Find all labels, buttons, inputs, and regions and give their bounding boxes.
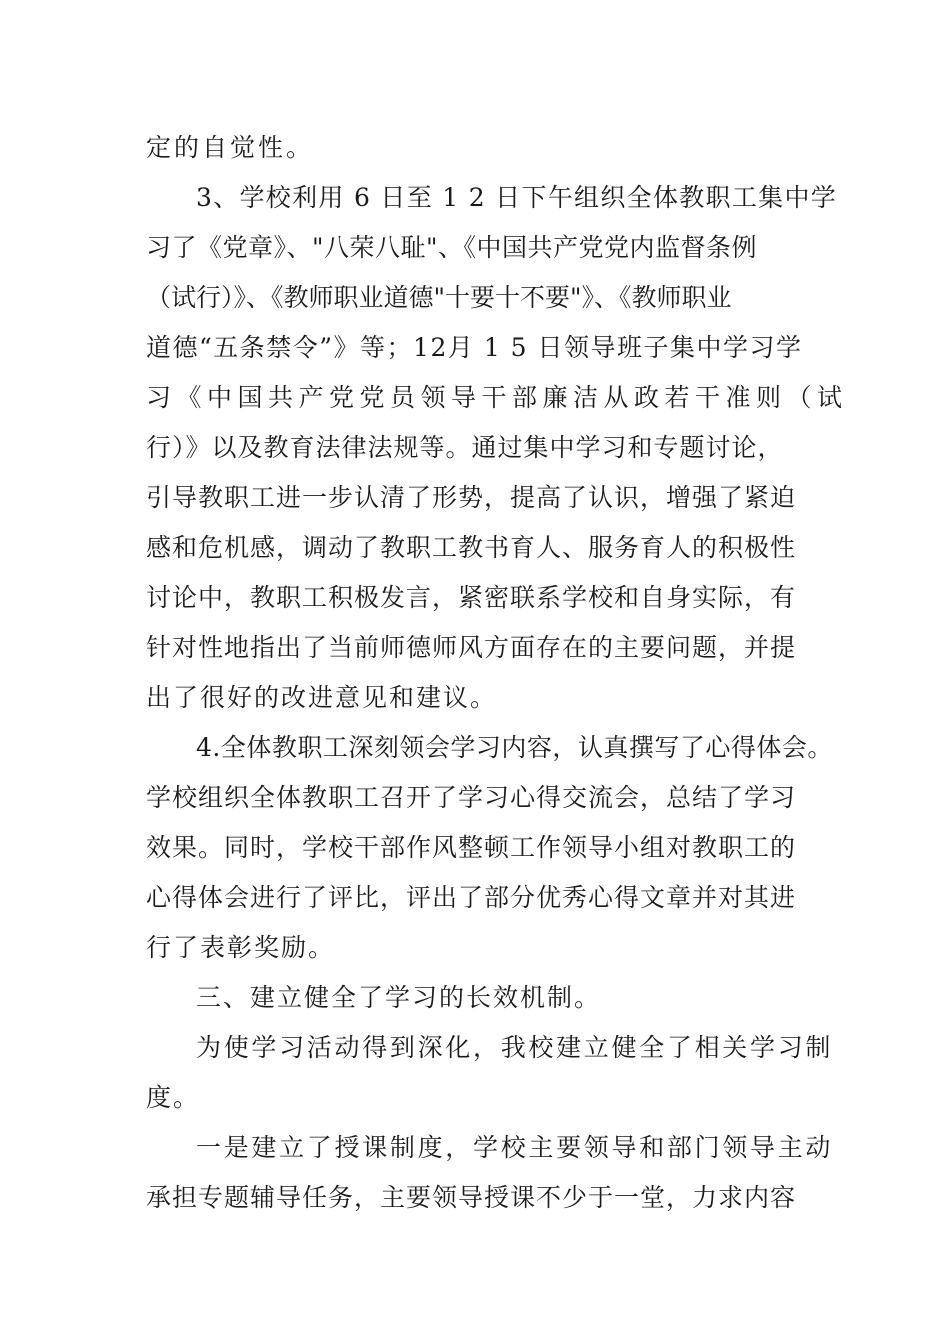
text-line: 为使学习活动得到深化，我校建立健全了相关学习制 [196,1033,834,1062]
text-line: 行）》以及教育法律法规等。通过集中学习和专题讨论， [146,433,784,462]
text-line: 效果。同时，学校干部作风整顿工作领导小组对教职工的 [146,833,797,862]
text-line: 出了很好的改进意见和建议。 [146,683,498,712]
text-line: 习了《党章》、"八荣八耻"、《中国共产党党内监督条例 [146,233,758,262]
text-line: 4.全体教职工深刻领会学习内容，认真撰写了心得体会。 [196,733,833,762]
text-line: 学校组织全体教职工召开了学习心得交流会，总结了学习 [146,783,797,812]
section-heading: 三、建立健全了学习的长效机制。 [196,983,602,1012]
text-line: 定的自觉性。 [146,133,315,162]
text-line: 3、学校利用 6 日至 1 2 日下午组织全体教职工集中学 [196,183,838,212]
text-line: 习《中国共产党党员领导干部廉洁从政若干准则（试 [146,383,848,412]
text-line: 度。 [146,1083,201,1112]
text-line: 引导教职工进一步认清了形势，提高了认识，增强了紧迫 [146,483,797,512]
text-line: 感和危机感，调动了教职工教书育人、服务育人的积极性 [146,533,797,562]
text-line: 一是建立了授课制度，学校主要领导和部门领导主动 [196,1133,834,1162]
text-line: 心得体会进行了评比，评出了部分优秀心得文章并对其进 [146,883,797,912]
text-line: 讨论中，教职工积极发言，紧密联系学校和自身实际，有 [146,583,797,612]
text-line: 承担专题辅导任务，主要领导授课不少于一堂，力求内容 [146,1183,797,1212]
text-line: 针对性地指出了当前师德师风方面存在的主要问题，并提 [146,633,797,662]
text-line: （试行）》、《教师职业道德"十要十不要"》、《教师职业 [146,283,732,312]
text-line: 道德“五条禁令”》等；12月 1 5 日领导班子集中学习学 [146,333,803,362]
text-line: 行了表彰奖励。 [146,933,336,962]
